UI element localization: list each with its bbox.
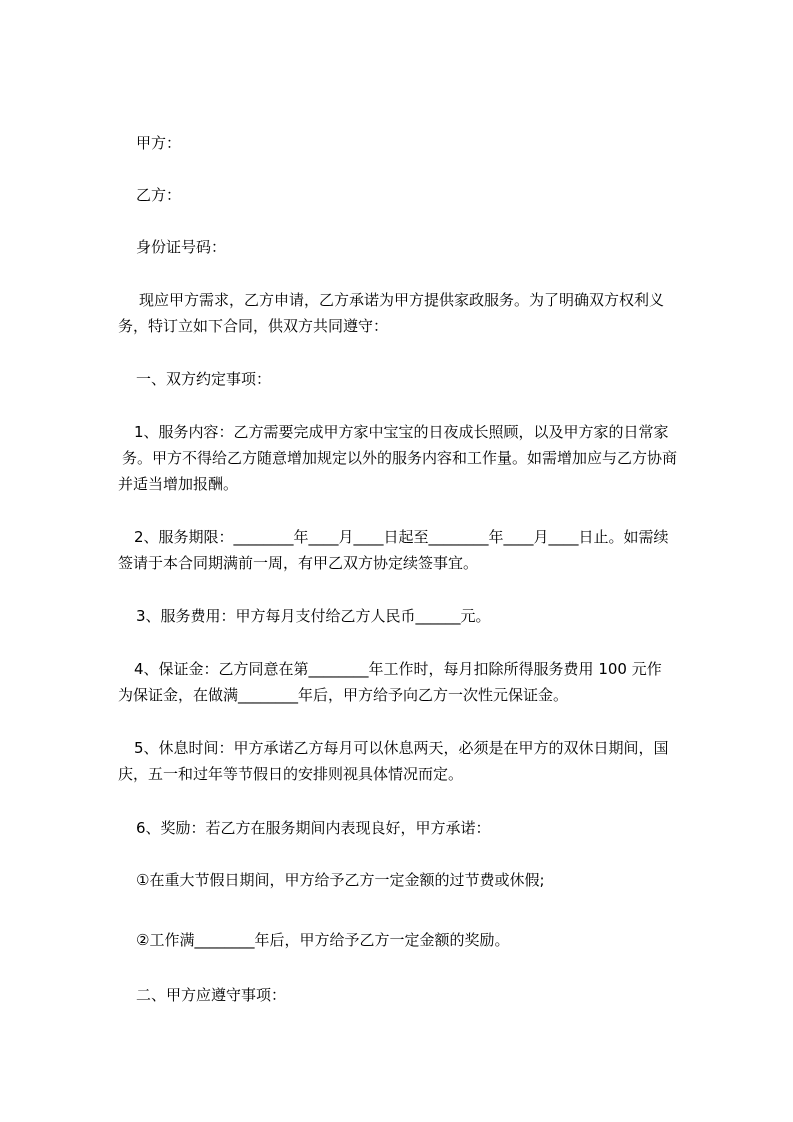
item6-line: 6、奖励：若乙方在服务期间内表现良好，甲方承诺： — [136, 819, 491, 837]
intro-line: 现应甲方需求，乙方申请，乙方承诺为甲方提供家政服务。为了明确双方权利义 — [139, 291, 665, 309]
item2-line: 2、服务期限：________年____月____日起至________年____月____日止。如需续 — [134, 528, 669, 546]
item1-line: 1、服务内容：乙方需要完成甲方家中宝宝的日夜成长照顾，以及甲方家的日常家 — [134, 423, 669, 441]
item2-line: 签请于本合同期满前一周，有甲乙双方协定续签事宜。 — [118, 554, 479, 572]
section2-title: 二、甲方应遵守事项： — [136, 986, 287, 1004]
reward2-line: ②工作满________年后，甲方给予乙方一定金额的奖励。 — [136, 931, 510, 949]
party-b-label: 乙方： — [136, 186, 182, 204]
item3-line: 3、服务费用：甲方每月支付给乙方人民币______元。 — [136, 607, 491, 625]
item1-line: 务。甲方不得给乙方随意增加规定以外的服务内容和工作量。如需增加应与乙方协商 — [122, 449, 678, 467]
item5-line: 庆，五一和过年等节假日的安排则视具体情况而定。 — [118, 765, 464, 783]
item1-line: 并适当增加报酬。 — [118, 475, 239, 493]
reward1-line: ①在重大节假日期间，甲方给予乙方一定金额的过节费或休假; — [136, 871, 545, 889]
item4-line: 为保证金，在做满________年后，甲方给予向乙方一次性元保证金。 — [118, 686, 569, 704]
item4-line: 4、保证金：乙方同意在第________年工作时，每月扣除所得服务费用 100 元作 — [134, 660, 662, 678]
party-a-label: 甲方： — [136, 134, 182, 152]
intro-line: 务，特订立如下合同，供双方共同遵守： — [118, 317, 389, 335]
section1-title: 一、双方约定事项： — [136, 370, 272, 388]
id-number-label: 身份证号码： — [136, 238, 227, 256]
item5-line: 5、休息时间：甲方承诺乙方每月可以休息两天，必须是在甲方的双休日期间，国 — [134, 739, 669, 757]
